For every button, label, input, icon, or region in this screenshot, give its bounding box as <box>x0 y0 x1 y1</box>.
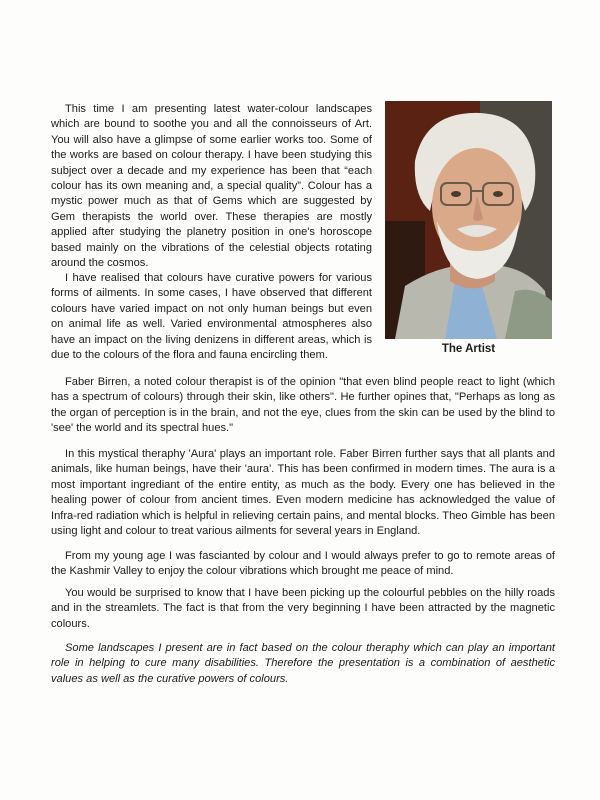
paragraph-5: From my young age I was fascianted by colour and I would always prefer to go to remote areas of the Kashmir Valley to enjoy the colour vibrations which brought me peace of mind. <box>51 550 555 578</box>
paragraph-4: In this mystical theraphy 'Aura' plays an important role. Faber Birren further says that all plants and animals, like human beings, have their 'aura'. This has been confirmed in modern times. The aura is a most important ingrediant of the entire entity, as much as the body. Every one has believed in the healing power of colour from ancient times. Even modern medicine has acknowledged the value of Infra-red radiation which is helpful in relieving certain pains, and mental blocks. Theo Gimble has been using light and colour to treat various ailments for several years in England. <box>51 448 555 538</box>
artist-photo <box>385 101 552 339</box>
paragraph-6: You would be surprised to know that I have been picking up the colourful pebbles on the hilly roads and in the streamlets. The fact is that from the very beginning I have been attracted by the magnetic colours. <box>51 587 555 630</box>
paragraph-7-italic: Some landscapes I present are in fact based on the colour theraphy which can play an important role in helping to cure many disabilities. Therefore the presentation is a combination of aesthetic values as well as the curative powers of colours. <box>51 642 555 685</box>
photo-caption: The Artist <box>441 343 496 355</box>
paragraph-3: Faber Birren, a noted colour therapist is of the opinion "that even blind people react to light (which has a spectrum of colours) through their skin, like others". He further opines that, "Perhaps as long as the organ of perception is in the brain, and not the eye, clues from the skin can be used by the blind to 'see' the world and its spectral hues." <box>51 376 555 435</box>
artist-portrait-image <box>385 101 552 339</box>
paragraph-2: I have realised that colours have curative powers for various forms of ailments. In some cases, I have observed that different colours have varied impact on not only human beings but even on animal life as well. Varied environmental atmospheres also have an impact on the living denizens in different areas, which is due to the colours of the flora and fauna encircling them. <box>51 272 372 362</box>
paragraph-1: This time I am presenting latest water-colour landscapes which are bound to soothe you and all the connoisseurs of Art. You will also have a glimpse of some earlier works too. Some of the works are based on colour therapy. I have been studying this subject over a decade and my experience has been that “each colour has its own meaning and, a special quality”. Colour has a mystic power much as that of Gems which are suggested by Gem therapists the world over. These therapies are mostly applied after studying the planetry position in one's horoscope based mainly on the vibrations of the celestial objects rotating around the cosmos. <box>51 103 372 270</box>
